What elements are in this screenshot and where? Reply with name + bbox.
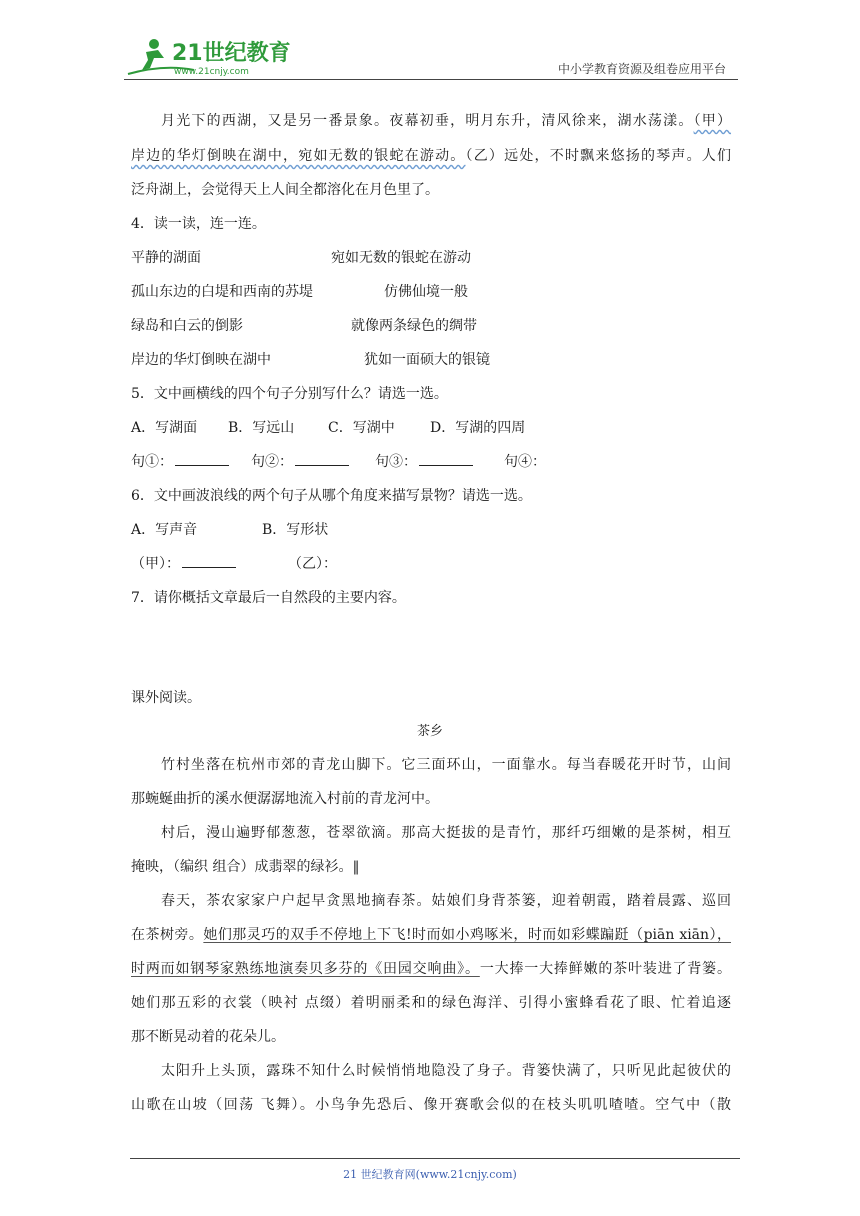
q4-right-item: 就像两条绿色的绸带	[351, 318, 477, 334]
q5-answer-4[interactable]: 句④：	[504, 454, 546, 470]
q5-answer-3[interactable]: 句③：	[375, 452, 473, 472]
passage1-line2: 岸边的华灯倒映在湖中，宛如无数的银蛇在游动。（乙）远处，不时飘来悠扬的琴声。人们	[131, 148, 732, 164]
p3-line2: 在茶树旁。她们那灵巧的双手不停地上下飞!时而如小鸡啄米，时而如彩蝶蹁跹（piān xiān），	[131, 927, 731, 943]
p4-line1: 太阳升上头顶，露珠不知什么时候悄悄地隐没了身子。背篓快满了，只听见此起彼伏的	[161, 1063, 731, 1079]
p4-line2: 山歌在山坡（回荡 飞舞）。小鸟争先恐后、像开赛歌会似的在枝头叽叽喳喳。空气中（散	[131, 1097, 731, 1113]
answer-blank[interactable]	[295, 452, 349, 466]
p3-line3: 时两而如钢琴家熟练地演奏贝多芬的《田园交响曲》。一大捧一大捧鲜嫩的茶叶装进了背篓。	[131, 961, 732, 977]
q7-question: 7．请你概括文章最后一自然段的主要内容。	[131, 590, 406, 606]
p1-line1: 竹村坐落在杭州市郊的青龙山脚下。它三面环山，一面靠水。每当春暖花开时节，山间	[161, 757, 731, 773]
p1-line2: 那蜿蜒曲折的溪水便潺潺地流入村前的青龙河中。	[131, 791, 439, 807]
logo-url: www.21cnjy.com	[174, 67, 249, 77]
p3-line5: 那不断晃动着的花朵儿。	[131, 1029, 285, 1045]
underlined-sentence: 她们那灵巧的双手不停地上下飞!时而如小鸡啄米，时而如彩蝶蹁跹（piān xiān），	[203, 927, 731, 943]
q5-answer-1[interactable]: 句①：	[131, 452, 229, 472]
q4-left-item: 绿岛和白云的倒影	[131, 318, 243, 334]
answer-blank[interactable]	[175, 452, 229, 466]
q6-answer-jia[interactable]: （甲）：	[131, 554, 236, 574]
q5-option: B．写远山	[228, 420, 295, 436]
q4-right-item: 仿佛仙境一般	[384, 284, 468, 300]
mark-jia: （甲）	[693, 113, 732, 129]
q6-option: A．写声音	[131, 522, 198, 538]
footer-divider	[130, 1158, 740, 1159]
p2-line1: 村后，漫山遍野郁葱葱，苍翠欲滴。那高大挺拔的是青竹，那纤巧细嫩的是茶树，相互	[161, 825, 731, 841]
q4-left-item: 岸边的华灯倒映在湖中	[131, 352, 271, 368]
wavy-sentence-jia: 岸边的华灯倒映在湖中，宛如无数的银蛇在游动。	[131, 148, 466, 164]
underlined-sentence: 时两而如钢琴家熟练地演奏贝多芬的《田园交响曲》。	[131, 961, 480, 977]
q5-option: A．写湖面	[131, 420, 198, 436]
footer-link[interactable]: 21 世纪教育网(www.21cnjy.com)	[343, 1168, 517, 1181]
q4-left-item: 平静的湖面	[131, 250, 201, 266]
q5-option: C．写湖中	[328, 420, 395, 436]
p3-line1: 春天，茶农家家户户起早贪黑地摘春茶。姑娘们身背茶篓，迎着朝霞，踏着晨露、巡回	[161, 893, 731, 909]
q4-question: 4．读一读，连一连。	[131, 216, 266, 232]
section-label: 课外阅读。	[131, 690, 201, 706]
q4-left-item: 孤山东边的白堤和西南的苏堤	[131, 284, 313, 300]
q4-right-item: 犹如一面硕大的银镜	[364, 352, 490, 368]
q5-answer-2[interactable]: 句②：	[251, 452, 349, 472]
header-divider	[124, 79, 738, 80]
passage-title: 茶乡	[416, 724, 443, 739]
answer-blank[interactable]	[182, 554, 236, 568]
answer-blank[interactable]	[419, 452, 473, 466]
p2-line2: 掩映，（编织 组合）成翡翠的绿衫。‖	[131, 859, 360, 875]
q4-right-item: 宛如无数的银蛇在游动	[331, 250, 471, 266]
passage1-line3: 泛舟湖上，会觉得天上人间全都溶化在月色里了。	[131, 182, 439, 198]
site-logo	[124, 34, 294, 80]
header-platform-text: 中小学教育资源及组卷应用平台	[557, 62, 726, 76]
q6-option: B．写形状	[262, 522, 329, 538]
q5-option: D．写湖的四周	[430, 420, 526, 436]
logo-text: 21世纪教育	[172, 41, 291, 66]
q6-question: 6．文中画波浪线的两个句子从哪个角度来描写景物？请选一选。	[131, 488, 532, 504]
passage1-line1: 月光下的西湖，又是另一番景象。夜幕初垂，明月东升，清风徐来，湖水荡漾。（甲）	[161, 113, 732, 129]
q6-answer-yi[interactable]: （乙）：	[288, 556, 337, 572]
p3-line4: 她们那五彩的衣裳（映衬 点缀）着明丽柔和的绿色海洋、引得小蜜蜂看花了眼、忙着追逐	[131, 995, 731, 1011]
q5-question: 5．文中画横线的四个句子分别写什么？请选一选。	[131, 386, 448, 402]
